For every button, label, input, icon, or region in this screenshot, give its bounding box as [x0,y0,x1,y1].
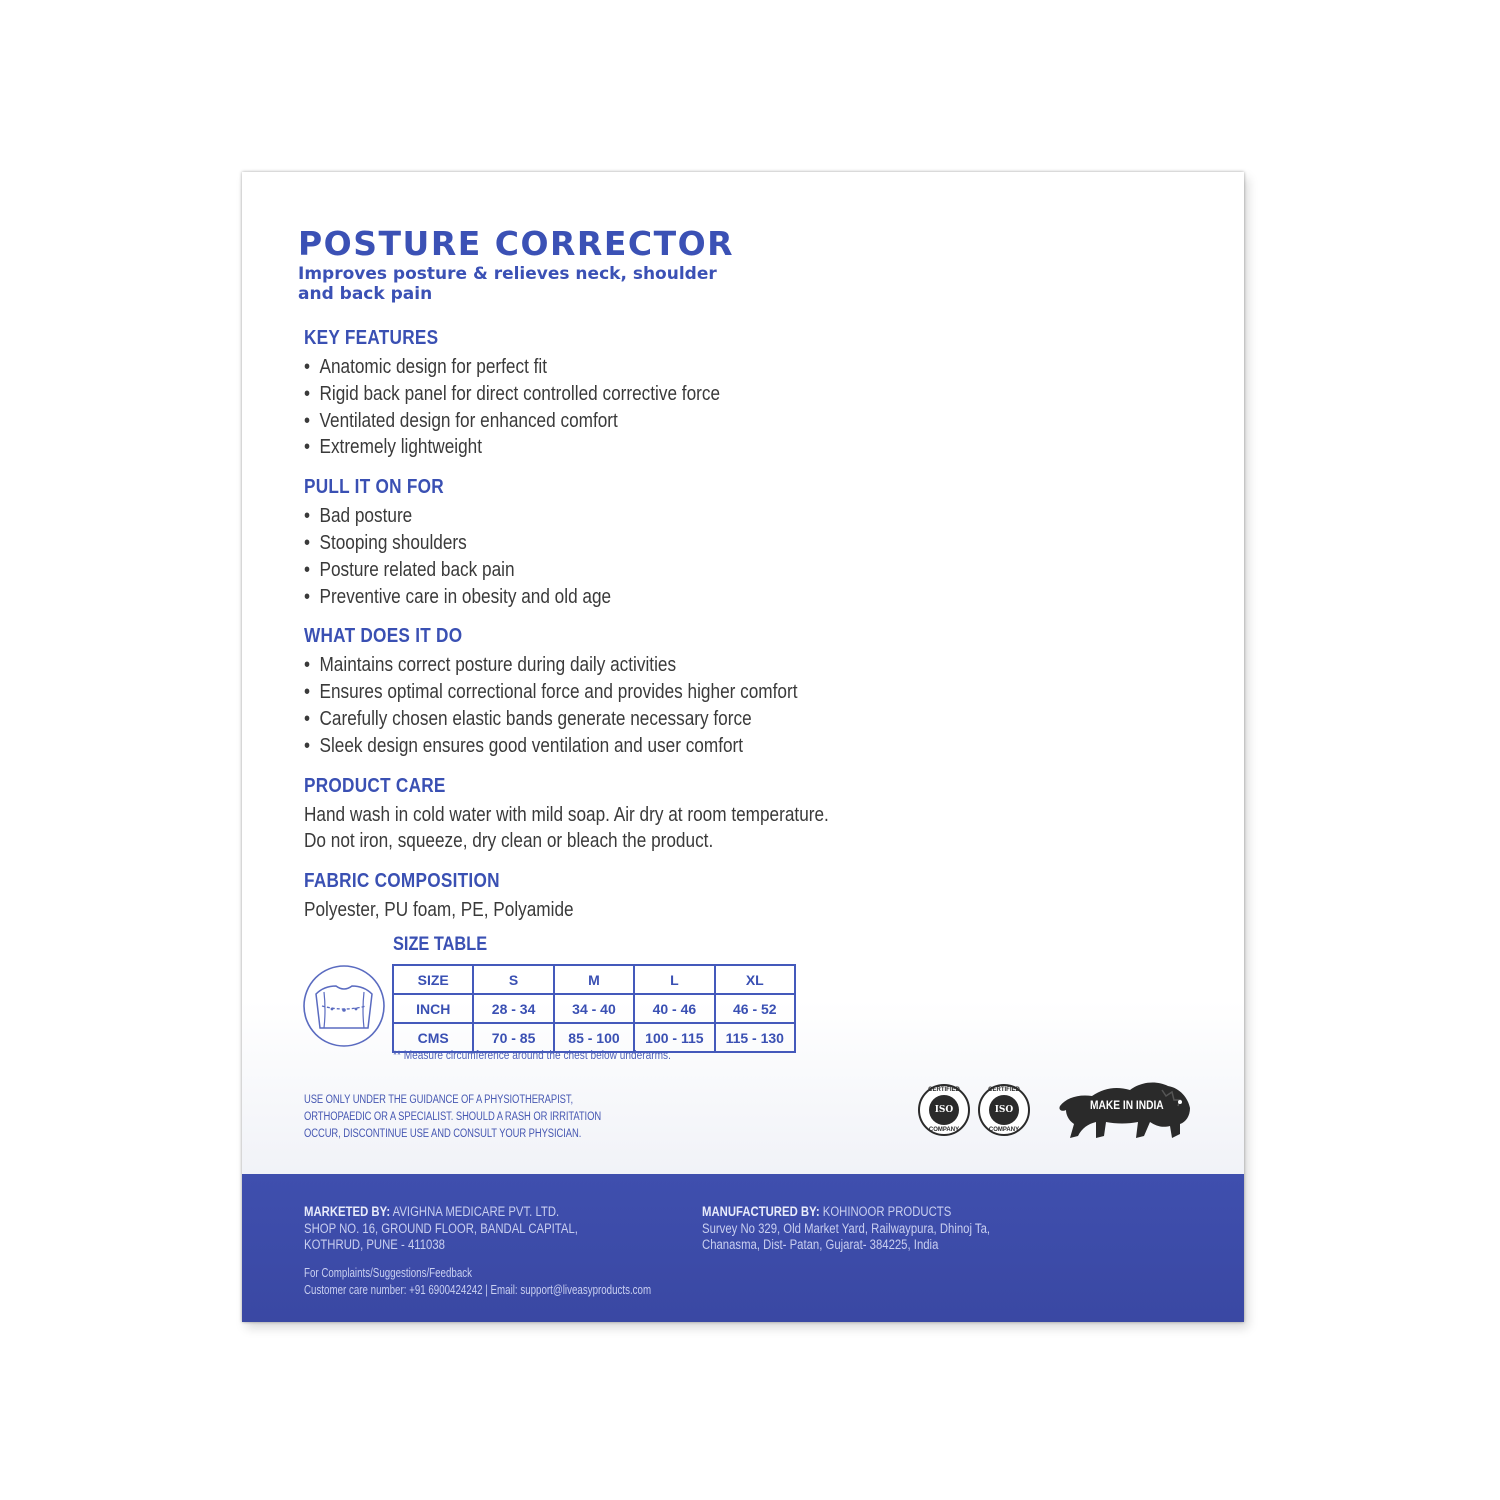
size-cell: 46 - 52 [715,994,795,1023]
marketed-by-address: SHOP NO. 16, GROUND FLOOR, BANDAL CAPITAL, [304,1220,578,1236]
product-title: POSTURE CORRECTOR [298,224,735,263]
size-cell: SIZE [393,965,473,994]
size-cell: 28 - 34 [473,994,553,1023]
measure-note: ** Measure circumference around the chest below underarms. [393,1050,671,1062]
size-cell: 100 - 115 [634,1023,714,1052]
what-does-it-do-section [304,622,944,759]
size-cell: CMS [393,1023,473,1052]
product-info [304,324,944,936]
chest-measure-icon [302,964,386,1048]
table-row [393,1023,795,1052]
warning-line: ORTHOPAEDIC OR A SPECIALIST. SHOULD A RASH OR IRRITATION [304,1111,602,1123]
list-item: • Stooping shoulders [304,530,854,557]
list-item: • Carefully chosen elastic bands generate necessary force [304,706,854,733]
fabric-composition-text: Polyester, PU foam, PE, Polyamide [304,899,574,922]
warning-line: OCCUR, DISCONTINUE USE AND CONSULT YOUR PHYSICIAN. [304,1128,582,1140]
product-subtitle: Improves posture & relieves neck, shoulder and back pain [298,264,717,304]
table-row [393,994,795,1023]
marketed-by-address: KOTHRUD, PUNE - 411038 [304,1237,445,1252]
pull-it-on-for-list [304,503,944,610]
marketed-by-label: MARKETED BY: [304,1204,391,1219]
size-cell: M [554,965,634,994]
size-table [392,964,796,1053]
list-item: • Ventilated design for enhanced comfort [304,408,854,435]
iso-certified-icon: CERTIFIED ISO COMPANY [918,1084,970,1136]
size-cell: S [473,965,553,994]
contact-block [304,1265,651,1298]
fabric-composition-section [304,867,944,924]
pull-it-on-for-section [304,473,944,610]
size-cell: 70 - 85 [473,1023,553,1052]
warning-line: USE ONLY UNDER THE GUIDANCE OF A PHYSIOTHERAPIST, [304,1094,573,1106]
list-item: • Maintains correct posture during daily activities [304,652,854,679]
product-care-heading: PRODUCT CARE [304,774,446,797]
table-row [393,965,795,994]
product-box-back [242,172,1244,1322]
size-cell: 40 - 46 [634,994,714,1023]
size-cell: 115 - 130 [715,1023,795,1052]
product-care-section [304,772,944,856]
size-cell: INCH [393,994,473,1023]
pull-it-on-for-heading: PULL IT ON FOR [304,476,444,499]
certification-badges [918,1084,1190,1144]
size-table-heading: SIZE TABLE [393,934,488,955]
manufactured-by-address: Survey No 329, Old Market Yard, Railwaypura, Dhinoj Ta, [702,1220,991,1236]
list-item: • Preventive care in obesity and old age [304,584,854,611]
manufactured-by-block [702,1204,990,1254]
marketed-by-name: AVIGHNA MEDICARE PVT. LTD. [392,1204,560,1219]
list-item: • Posture related back pain [304,557,854,584]
key-features-heading: KEY FEATURES [304,327,439,349]
product-care-line: Do not iron, squeeze, dry clean or bleach the product. [304,830,714,853]
key-features-list [304,354,944,461]
size-cell: 34 - 40 [554,994,634,1023]
iso-certified-icon: CERTIFIED ISO COMPANY [978,1084,1030,1136]
list-item: • Extremely lightweight [304,434,854,461]
customer-care-line: Customer care number: +91 6900424242 | Email: support@liveasyproducts.com [304,1282,652,1297]
make-in-india-text: MAKE IN INDIA [1090,1098,1164,1112]
list-item: • Ensures optimal correctional force and provides higher comfort [304,679,854,706]
manufactured-by-address: Chanasma, Dist- Patan, Gujarat- 384225, India [702,1237,939,1252]
feedback-label: For Complaints/Suggestions/Feedback [304,1266,473,1280]
size-cell: 85 - 100 [554,1023,634,1052]
size-cell: XL [715,965,795,994]
what-does-it-do-list [304,652,944,759]
what-does-it-do-heading: WHAT DOES IT DO [304,625,463,648]
usage-warning [304,1092,602,1143]
list-item: • Sleek design ensures good ventilation and user comfort [304,733,854,760]
list-item: • Bad posture [304,503,854,530]
marketed-by-block [304,1204,578,1254]
key-features-section [304,324,944,461]
manufactured-by-name: KOHINOOR PRODUCTS [822,1204,952,1219]
footer-band [242,1174,1244,1322]
manufactured-by-label: MANUFACTURED BY: [702,1204,820,1219]
fabric-composition-heading: FABRIC COMPOSITION [304,870,500,893]
size-cell: L [634,965,714,994]
list-item: • Rigid back panel for direct controlled corrective force [304,381,854,408]
product-care-line: Hand wash in cold water with mild soap. Air dry at room temperature. [304,803,829,826]
list-item: • Anatomic design for perfect fit [304,354,854,381]
